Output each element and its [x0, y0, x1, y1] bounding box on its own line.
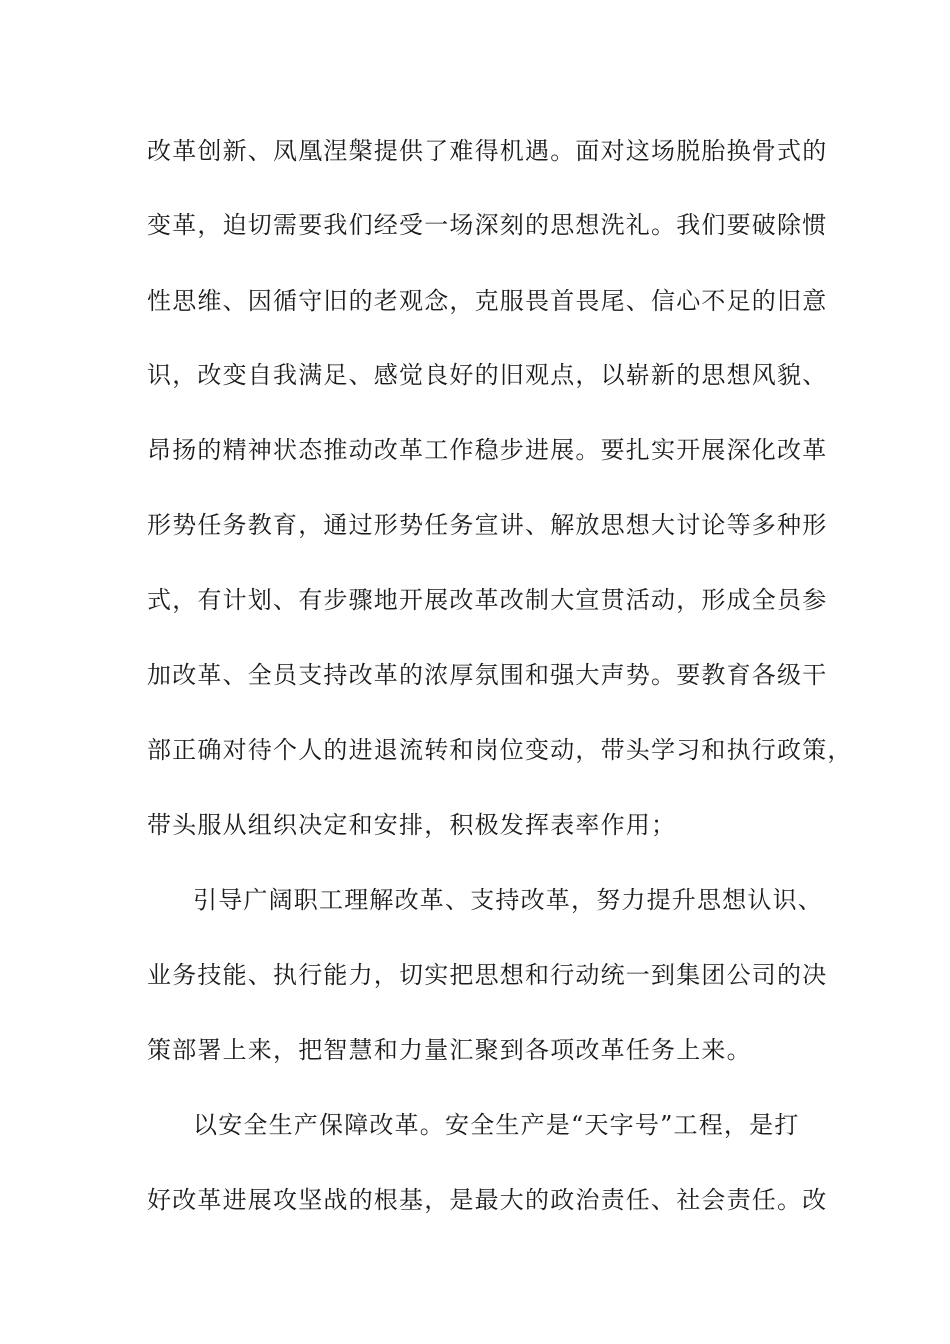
text-line: 策部署上来，把智慧和力量汇聚到各项改革任务上来。	[147, 1036, 752, 1064]
paragraph-first-line: 引导广阔职工理解改革、支持改革，努力提升思想认识、	[193, 886, 823, 914]
text-line: 带头服从组织决定和安排，积极发挥表率作用；	[147, 811, 677, 839]
text-line: 加改革、全员支持改革的浓厚氛围和强大声势。要教育各级干	[147, 661, 828, 689]
text-line: 好改革进展攻坚战的根基，是最大的政治责任、社会责任。改	[147, 1186, 828, 1214]
text-line: 变革，迫切需要我们经受一场深刻的思想洗礼。我们要破除惯	[147, 211, 828, 239]
text-line: 识，改变自我满足、感觉良好的旧观点，以崭新的思想风貌、	[147, 361, 828, 389]
paragraph-first-line: 以安全生产保障改革。安全生产是“天字号”工程，是打	[193, 1111, 800, 1139]
text-line: 性思维、因循守旧的老观念，克服畏首畏尾、信心不足的旧意	[147, 287, 828, 315]
text-line: 昂扬的精神状态推动改革工作稳步进展。要扎实开展深化改革	[147, 436, 828, 464]
text-line: 业务技能、执行能力，切实把思想和行动统一到集团公司的决	[147, 961, 828, 989]
text-line: 改革创新、凤凰涅槃提供了难得机遇。面对这场脱胎换骨式的	[147, 137, 828, 165]
text-line: 形势任务教育，通过形势任务宣讲、解放思想大讨论等多种形	[147, 511, 828, 539]
text-line: 部正确对待个人的进退流转和岗位变动，带头学习和执行政策，	[147, 736, 853, 764]
text-line: 式，有计划、有步骤地开展改革改制大宣贯活动，形成全员参	[147, 586, 828, 614]
